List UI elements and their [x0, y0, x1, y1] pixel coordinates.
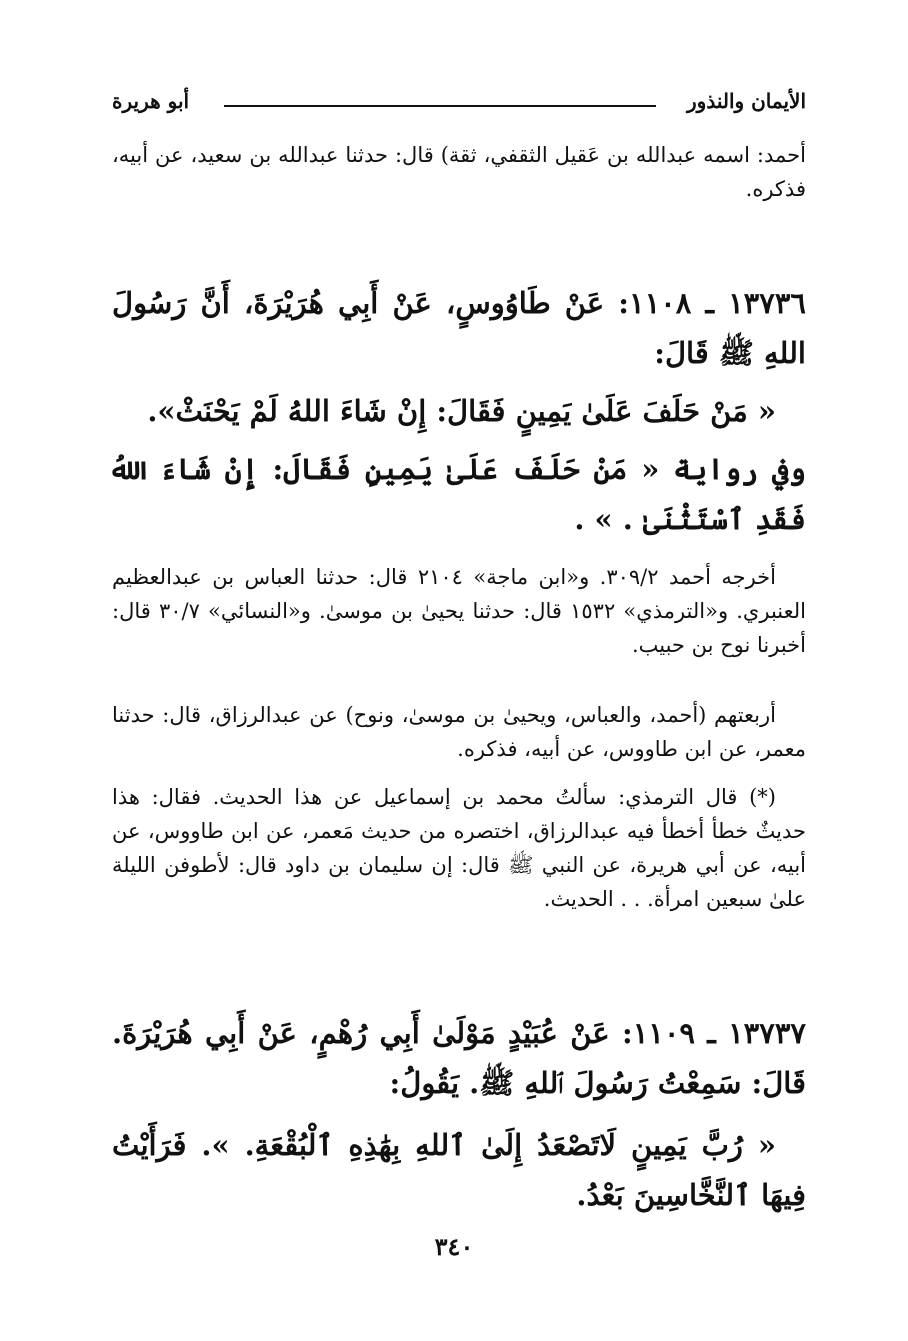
hadith-1108-variant: وفي رواية « مَنْ حَلَفَ عَلَىٰ يَمِينٍ فَقَالَ: إِنْ شَاءَ اللهُ فَقَدِ ٱسْتَثْنَىٰ . » . — [112, 452, 806, 536]
tirmidhi-note: (*) قال الترمذي: سألتُ محمد بن إسماعيل عن هذا الحديث. فقال: هذا حديثٌ خطأ أخطأ فيه عبدالرزاق، اختصره من حديث مَعمر، عن ابن طاووس، عن أبيه، عن أبي هريرة، عن النبي ﷺ قال: إن سليمان بن داود قال: لأطوفن الليلة علىٰ سبعين امرأة. . . الحديث. — [112, 785, 806, 911]
hadith-1108-text: « مَنْ حَلَفَ عَلَىٰ يَمِينٍ فَقَالَ: إِنْ شَاءَ اللهُ لَمْ يَحْنَثْ». — [147, 394, 776, 428]
chain-paragraph: أربعتهم (أحمد، والعباس، ويحيىٰ بن موسىٰ، ونوح) عن عبدالرزاق، قال: حدثنا معمر، عن ابن طاووس، عن أبيه، فذكره. — [112, 703, 806, 761]
takhrij-paragraph: أخرجه أحمد ٣٠٩/٢. و«ابن ماجة» ٢١٠٤ قال: حدثنا العباس بن عبدالعظيم العنبري. و«الترمذي» ١٥٣٢ قال: حدثنا يحيىٰ بن موسىٰ. و«النسائي» ٣٠/٧ قال: أخبرنا نوح بن حبيب. — [112, 565, 806, 657]
hadith-1109-text: « رُبَّ يَمِينٍ لَاتَصْعَدُ إِلَىٰ ٱللهِ بِهَٰذِهِ ٱلْبُقْعَةِ. ». فَرَأَيْتُ فِيهَا ٱلنَّخَّاسِينَ بَعْدُ. — [112, 1128, 806, 1212]
narrator-name: أبو هريرة — [112, 89, 190, 113]
page-number: ٣٤٠ — [434, 1232, 474, 1261]
running-header — [112, 86, 806, 122]
section-title: الأيمان والنذور — [687, 89, 806, 113]
hadith-1108-heading: ١٣٧٣٦ ـ ١١٠٨: عَنْ طَاوُوسٍ، عَنْ أَبِي هُرَيْرَةَ، أَنَّ رَسُولَ اللهِ ﷺ قَالَ: — [112, 286, 806, 370]
header-rule — [224, 105, 656, 107]
hadith-1109-heading: ١٣٧٣٧ ـ ١١٠٩: عَنْ عُبَيْدٍ مَوْلَىٰ أَبِي رُهْمٍ، عَنْ أَبِي هُرَيْرَةَ. قَالَ: سَمِعْتُ رَسُولَ ٱللهِ ﷺ. يَقُولُ: — [112, 1016, 806, 1100]
continuation-paragraph: أحمد: اسمه عبدالله بن عَقيل الثقفي، ثقة) قال: حدثنا عبدالله بن سعيد، عن أبيه، فذكره. — [112, 143, 806, 201]
